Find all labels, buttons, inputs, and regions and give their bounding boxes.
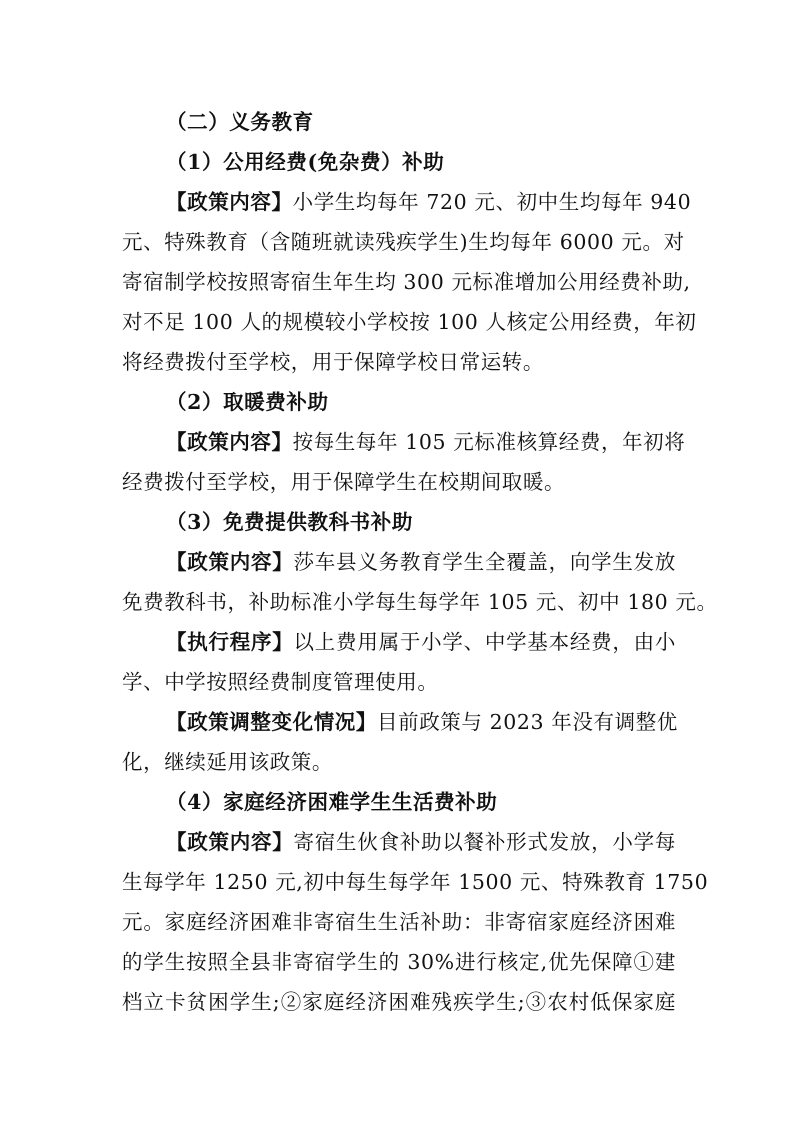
paragraph-line: 的学生按照全县非寄宿学生的 30%进行核定,优先保障①建 xyxy=(122,950,676,974)
item-heading-2: （2）取暖费补助 xyxy=(166,390,329,414)
paragraph-line: 免费教科书，补助标准小学每生每学年 105 元、初中 180 元。 xyxy=(122,590,718,614)
paragraph-line: 生每学年 1250 元,初中每生每学年 1500 元、特殊教育 1750 xyxy=(122,870,709,894)
paragraph-line: 元、特殊教育（含随班就读残疾学生)生均每年 6000 元。对 xyxy=(122,230,685,254)
paragraph-text: 寄宿生伙食补助以餐补形式发放，小学每 xyxy=(293,830,676,854)
item-heading-4: （4）家庭经济困难学生生活费补助 xyxy=(166,790,498,814)
paragraph-line: 经费拨付至学校，用于保障学生在校期间取暖。 xyxy=(122,470,566,494)
item-heading-1: （1）公用经费(免杂费）补助 xyxy=(166,150,445,174)
paragraph-line: 对不足 100 人的规模较小学校按 100 人核定公用经费，年初 xyxy=(122,310,697,334)
paragraph-line xyxy=(166,548,676,576)
paragraph-text: 按每生每年 105 元标准核算经费，年初将 xyxy=(292,430,686,454)
paragraph-line xyxy=(166,188,692,216)
paragraph-text: 目前政策与 2023 年没有调整优 xyxy=(377,710,678,734)
paragraph-line xyxy=(166,428,686,456)
paragraph-line xyxy=(166,708,676,736)
item-heading-3: （3）免费提供教科书补助 xyxy=(166,510,413,534)
paragraph-line: 元。家庭经济困难非寄宿生生活补助：非寄宿家庭经济困难 xyxy=(122,910,676,934)
paragraph-text: 小学生均每年 720 元、初中生均每年 940 xyxy=(292,190,692,214)
paragraph-line: 档立卡贫困学生;②家庭经济困难残疾学生;③农村低保家庭 xyxy=(122,990,676,1014)
policy-label: 【政策内容】 xyxy=(166,830,294,854)
paragraph-line: 将经费拨付至学校，用于保障学校日常运转。 xyxy=(122,350,544,374)
section-title: （二）义务教育 xyxy=(166,110,314,134)
procedure-label: 【执行程序】 xyxy=(166,630,294,654)
paragraph-line: 寄宿制学校按照寄宿生年生均 300 元标准增加公用经费补助, xyxy=(122,270,691,294)
paragraph-line: 化，继续延用该政策。 xyxy=(122,750,333,774)
paragraph-text: 以上费用属于小学、中学基本经费，由小 xyxy=(293,630,676,654)
paragraph-line xyxy=(166,828,676,856)
change-label: 【政策调整变化情况】 xyxy=(166,710,377,734)
policy-label: 【政策内容】 xyxy=(166,190,293,214)
paragraph-text: 莎车县义务教育学生全覆盖，向学生发放 xyxy=(293,550,676,574)
paragraph-line xyxy=(166,628,676,656)
policy-label: 【政策内容】 xyxy=(166,430,293,454)
policy-label: 【政策内容】 xyxy=(166,550,294,574)
paragraph-line: 学、中学按照经费制度管理使用。 xyxy=(122,670,439,694)
